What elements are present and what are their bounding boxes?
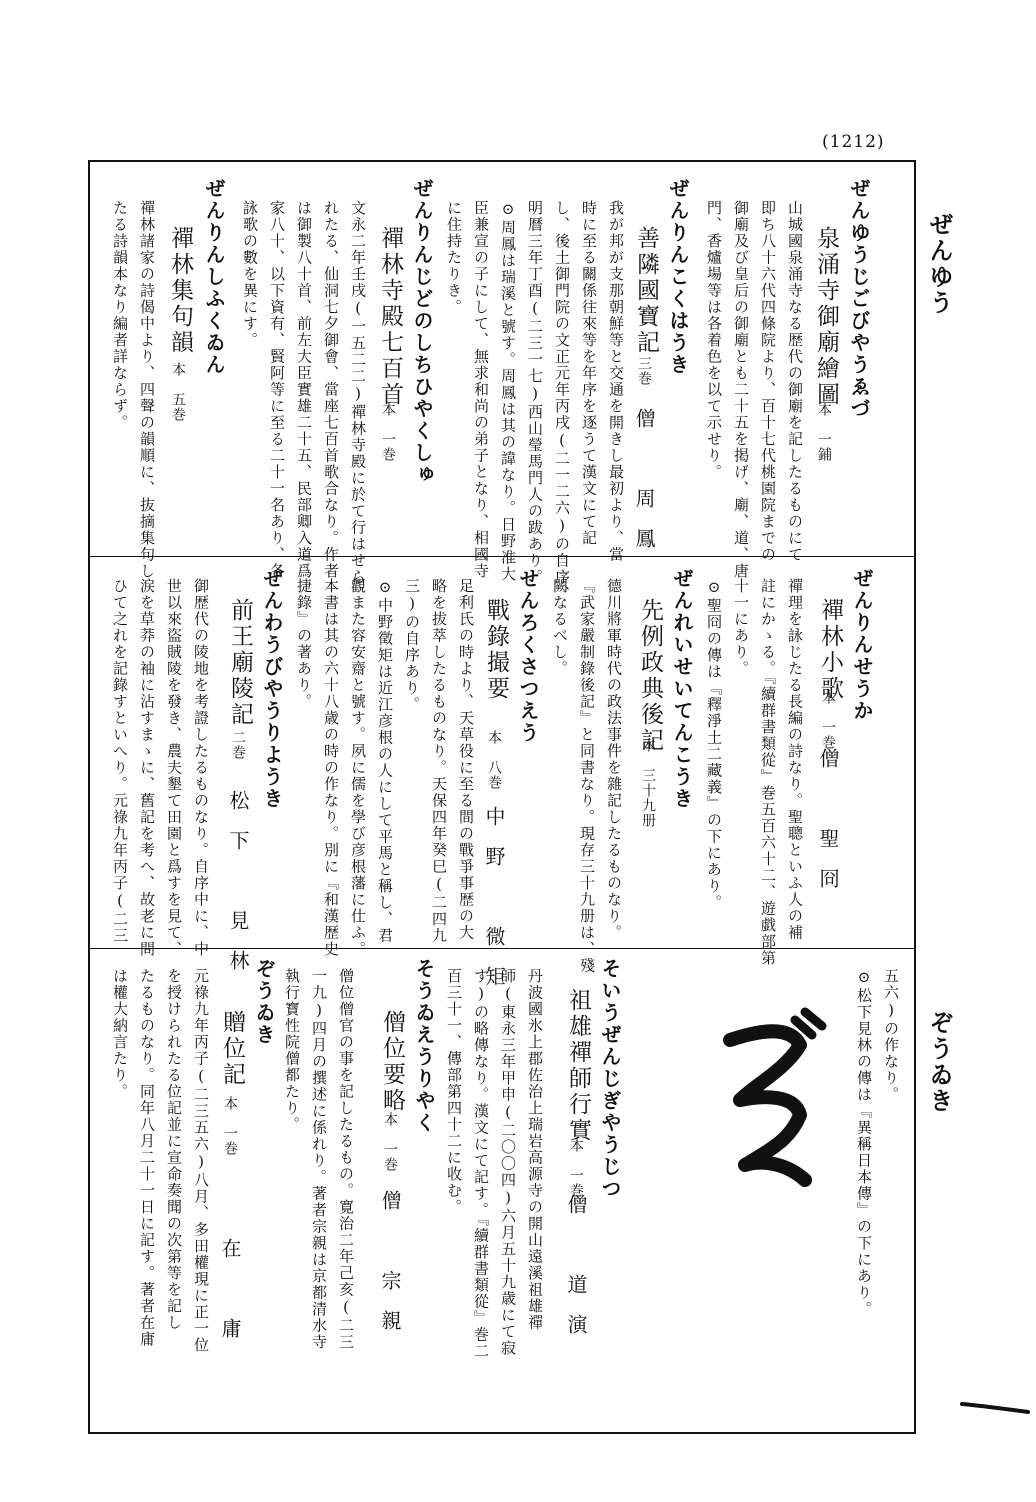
entry-volume: 本 一巻 [382,1112,398,1172]
entry-heading: ぜんりんしふくゐん [202,178,226,376]
entry-volume: 本 一巻 [222,1096,238,1156]
entry-author: 僧 周鳳 [632,408,656,568]
entry-title: 戰錄撮要 [483,598,509,702]
entry-body: 御歴代の陵地を考證したるものなり。自序中に、中 世以來盜賊陵を發き、農夫墾て田園と爲すを見て、 涙を草莽の袖に沾すまゝに、舊記を考へ、故老に問 ひて之れを記錄すといへり。元祿九年丙子(二三 [111,578,210,958]
entry-continuation: 五六)の作なり。 ⊙松下見林の傳は『異稱日本傳』の下にあり。 [855,968,900,1318]
entry-heading: ぜんりんじどのしちひやくしゅ [410,178,434,486]
entry-author: 在 庸 [218,1238,242,1358]
entry-title: 前王廟陵記 [227,598,253,728]
entry-body: 德川將軍時代の政法事件を雜記したるものなり。 『武家嚴制錄後記』と同書なり。現存三十九册は、殘 闕なるべし。 [551,578,623,974]
entry-volume: 本 一巻 [380,402,396,462]
entry-title: 禪林小歌 [817,598,843,702]
entry-title: 祖雄禪師行實 [565,988,591,1144]
entry-body: 禪林諸家の詩偈中より、四聲の韻順に、抜摘集句し たる詩韻本なり編者詳ならず。 [111,200,156,580]
entry-volume: 本 五巻 [170,362,186,422]
entry-author: 松下 見林 [226,790,250,990]
entry-body: 禪理を詠じたる長編の詩なり。聖聰といふ人の補 註にかゝる。『續群書類從』巻五百六十二、遊戯部第 十一にあり。 ⊙聖冏の傳は『釋淨土二藏義』の下にあり。 [705,578,804,967]
entry-body: 元祿九年丙子(二三五六)八月、多田權現に正一位 を授けられたる位記並に宣命奏聞の次第等を記し たるものなり。同年八月二十一日に記す。著者在庸 は權大納言たり。 [111,968,210,1354]
entry-title: 禪林集句韻 [167,226,193,356]
entry-volume: 本 一巻 [568,1138,584,1198]
entry-body: 丹波國氷上郡佐治上瑞岩高源寺の開山遠溪祖雄禪 師(東永三年甲申(二〇〇四)六月五十九歳にて寂 す)の略傳なり。漢文にて記す。『續群書類從』巻二 百三十一、傳部第四十二に收む。 [445,968,544,1360]
entry-title: 泉涌寺御廟繪圖 [813,226,839,408]
entry-volume: 本 三十九册 [640,738,656,828]
entry-body: 我が邦が支那朝鮮等と交通を開きし最初より、當 時に至る關係往來等を年序を逐うて漢文にて記 し、後土御門院の文正元年丙戌(二一二六)の自序、 明暦三年丁酉(二三一七)西山瑩馬門人の跋あり。 ⊙周鳳は瑞溪と號す。周鳳は其の諱なり。日野准大 臣兼宣の子にして、無求和尚の弟子となり、相國寺 に住持たりき。 [445,200,625,602]
entry-title: 贈位記 [219,1010,245,1088]
entry-heading: ぜんわうびやうりようき [260,568,284,810]
guide-word-top: ぜんゆう [925,212,954,316]
entry-volume: 本 一鋪 [816,402,832,462]
kana-section-mark [700,1000,830,1200]
entry-author: 中野 微矩 [482,806,506,1006]
entry-title: 善隣國寶記 [633,226,659,356]
entry-volume: 二巻 [230,730,246,760]
entry-body: 足利氏の時より、天草役に至る間の戰爭事歴の大 略を拔萃したるものなり。天保四年癸巳(二四九 三)の自序あり。 ⊙中野徵矩は近江彦根の人にして平馬と稱し、君 觀また容安齋と號す。夙に儒を學び彦根藩に仕ふ。 本書は其の六十八歳の時の作なり。別に『和漢歴史 捷錄』の著あり。 [295,578,475,958]
entry-volume: 三巻 [636,356,652,386]
entry-volume: 本 八巻 [486,730,502,790]
entry-heading: ぜんりんせうか [850,568,874,722]
entry-heading: ぜんりんこくはうき [666,178,690,376]
entry-heading: ぜんゆうじごびやうゑづ [847,178,871,420]
scan-mark [960,1400,1030,1414]
entry-body: 山城國泉涌寺なる歴代の御廟を記したるものにて 即ち八十六代四條院より、百十七代桃園院までの 御廟及び皇后の御廟とも二十五を掲げ、廟、道、唐 門、香爐場等は各着色を以て示せり。 [705,200,804,580]
entry-heading: ぞうゐき [252,958,276,1046]
entry-body: 僧位僧官の事を記したるもの。寛治二年己亥(二三 一九)四月の撰述に係れり。著者宗親は京都清水寺 執行寳性院僧都たり。 [283,968,355,1351]
entry-heading: せんろくさつえう [516,568,540,744]
entry-title: 先例政典後記 [637,598,663,754]
entry-title: 禪林寺殿七百首 [377,226,403,408]
entry-heading: そいうぜんじぎやうじつ [598,958,622,1200]
entry-author: 僧 宗親 [378,1190,402,1350]
entry-heading: そうゐえうりやく [412,958,436,1134]
entry-author: 僧 道演 [564,1194,588,1354]
entry-author: 僧 聖冏 [816,748,840,908]
guide-word-bottom: ぞうゐき [925,1010,954,1114]
page-number: (1212) [822,132,885,152]
entry-volume: 本 一巻 [820,690,836,750]
entry-title: 僧位要略 [379,1010,405,1114]
entry-body: 文永二年壬戌(一五二二)禪林寺殿に於て行はせら れたる、仙洞七夕御會、當座七百首歌合なり。作者 は御製八十首、前左大臣實雄二十五、民部卿入道爲 家八十、以下資有、賢阿等に至る二十一名あり、各 詠歌の數を異にす。 [241,200,367,586]
entry-heading: ぜんれいせいてんこうき [670,568,694,810]
